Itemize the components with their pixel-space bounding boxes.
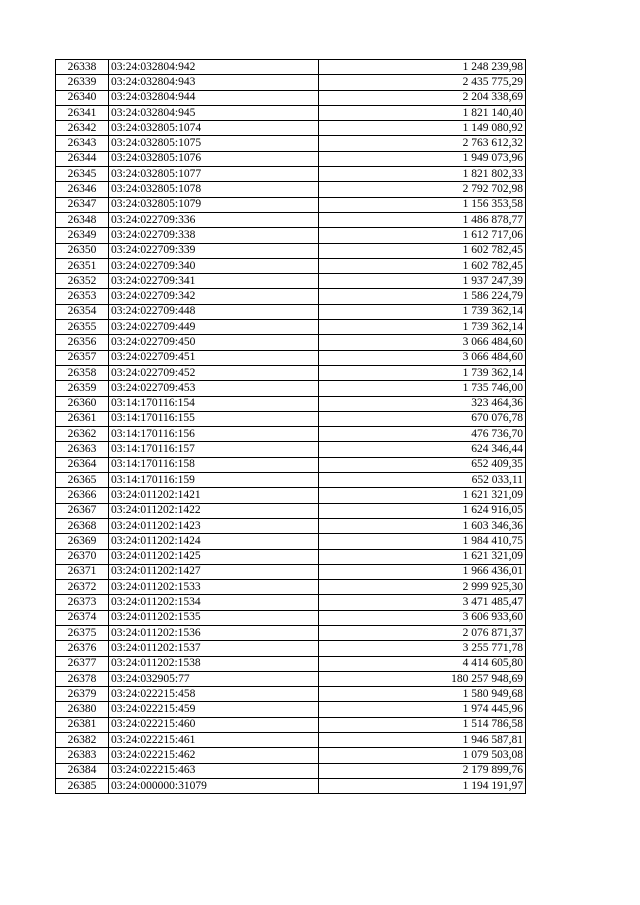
cadastral-number: 03:24:022709:342: [109, 289, 319, 304]
row-number: 26353: [56, 289, 109, 304]
table-row: [56, 473, 526, 488]
row-number: 26361: [56, 411, 109, 426]
cadastral-number: 03:24:032805:1079: [109, 197, 319, 212]
cadastral-value: 1 949 073,96: [319, 151, 526, 166]
table-row: [56, 687, 526, 702]
cadastral-number: 03:24:032804:943: [109, 75, 319, 90]
cadastral-number: 03:24:011202:1534: [109, 595, 319, 610]
cadastral-value: 1 739 362,14: [319, 365, 526, 380]
table-row: [56, 167, 526, 182]
cadastral-number: 03:24:000000:31079: [109, 778, 319, 793]
cadastral-number: 03:24:022215:460: [109, 717, 319, 732]
cadastral-number: 03:24:032805:1078: [109, 182, 319, 197]
table-row: [56, 442, 526, 457]
table-row: [56, 457, 526, 472]
row-number: 26377: [56, 656, 109, 671]
row-number: 26357: [56, 350, 109, 365]
cadastral-value: 1 984 410,75: [319, 534, 526, 549]
cadastral-value-table: [55, 59, 526, 794]
cadastral-number: 03:24:022709:451: [109, 350, 319, 365]
cadastral-value: 1 974 445,96: [319, 702, 526, 717]
cadastral-number: 03:14:170116:157: [109, 442, 319, 457]
row-number: 26352: [56, 274, 109, 289]
table-row: [56, 549, 526, 564]
row-number: 26345: [56, 167, 109, 182]
cadastral-value: 3 066 484,60: [319, 335, 526, 350]
cadastral-value: 2 204 338,69: [319, 90, 526, 105]
cadastral-value: 1 821 802,33: [319, 167, 526, 182]
table-row: [56, 90, 526, 105]
table-row: [56, 564, 526, 579]
cadastral-value: 1 821 140,40: [319, 105, 526, 120]
table-row: [56, 534, 526, 549]
cadastral-value: 1 739 362,14: [319, 320, 526, 335]
table-row: [56, 625, 526, 640]
row-number: 26378: [56, 671, 109, 686]
table-row: [56, 641, 526, 656]
table-row: [56, 733, 526, 748]
row-number: 26376: [56, 641, 109, 656]
table-row: [56, 151, 526, 166]
cadastral-number: 03:24:022215:463: [109, 763, 319, 778]
row-number: 26384: [56, 763, 109, 778]
row-number: 26341: [56, 105, 109, 120]
cadastral-value: 1 149 080,92: [319, 121, 526, 136]
row-number: 26374: [56, 610, 109, 625]
row-number: 26354: [56, 304, 109, 319]
cadastral-number: 03:14:170116:156: [109, 427, 319, 442]
row-number: 26385: [56, 778, 109, 793]
table-body: [56, 60, 526, 794]
row-number: 26383: [56, 748, 109, 763]
table-row: [56, 656, 526, 671]
table-row: [56, 778, 526, 793]
cadastral-value: 1 735 746,00: [319, 381, 526, 396]
row-number: 26367: [56, 503, 109, 518]
cadastral-number: 03:24:022709:339: [109, 243, 319, 258]
row-number: 26344: [56, 151, 109, 166]
cadastral-value: 1 603 346,36: [319, 518, 526, 533]
table-row: [56, 595, 526, 610]
table-row: [56, 304, 526, 319]
row-number: 26343: [56, 136, 109, 151]
cadastral-number: 03:24:011202:1533: [109, 580, 319, 595]
cadastral-value: 2 763 612,32: [319, 136, 526, 151]
cadastral-value: 323 464,36: [319, 396, 526, 411]
row-number: 26368: [56, 518, 109, 533]
cadastral-value: 1 248 239,98: [319, 60, 526, 75]
row-number: 26351: [56, 258, 109, 273]
cadastral-number: 03:24:011202:1538: [109, 656, 319, 671]
cadastral-number: 03:24:022709:341: [109, 274, 319, 289]
table-row: [56, 580, 526, 595]
table-row: [56, 763, 526, 778]
table-row: [56, 610, 526, 625]
table-row: [56, 136, 526, 151]
table-row: [56, 320, 526, 335]
cadastral-value: 3 606 933,60: [319, 610, 526, 625]
row-number: 26355: [56, 320, 109, 335]
cadastral-value: 1 514 786,58: [319, 717, 526, 732]
cadastral-value: 652 409,35: [319, 457, 526, 472]
cadastral-number: 03:24:022215:458: [109, 687, 319, 702]
row-number: 26366: [56, 488, 109, 503]
cadastral-number: 03:24:011202:1536: [109, 625, 319, 640]
table-row: [56, 702, 526, 717]
cadastral-value: 476 736,70: [319, 427, 526, 442]
cadastral-number: 03:24:032805:1074: [109, 121, 319, 136]
cadastral-value: 3 066 484,60: [319, 350, 526, 365]
cadastral-number: 03:24:011202:1427: [109, 564, 319, 579]
cadastral-number: 03:24:032805:1076: [109, 151, 319, 166]
table-row: [56, 411, 526, 426]
row-number: 26348: [56, 212, 109, 227]
cadastral-value: 3 255 771,78: [319, 641, 526, 656]
cadastral-value: 1 946 587,81: [319, 733, 526, 748]
cadastral-value: 1 586 224,79: [319, 289, 526, 304]
table-row: [56, 671, 526, 686]
table-row: [56, 748, 526, 763]
row-number: 26373: [56, 595, 109, 610]
table-row: [56, 717, 526, 732]
row-number: 26346: [56, 182, 109, 197]
row-number: 26338: [56, 60, 109, 75]
table-row: [56, 518, 526, 533]
cadastral-value: 2 435 775,29: [319, 75, 526, 90]
row-number: 26358: [56, 365, 109, 380]
table-row: [56, 197, 526, 212]
cadastral-number: 03:24:032804:945: [109, 105, 319, 120]
cadastral-number: 03:24:032804:944: [109, 90, 319, 105]
cadastral-number: 03:14:170116:158: [109, 457, 319, 472]
row-number: 26382: [56, 733, 109, 748]
row-number: 26369: [56, 534, 109, 549]
cadastral-value: 1 602 782,45: [319, 243, 526, 258]
cadastral-value: 670 076,78: [319, 411, 526, 426]
row-number: 26362: [56, 427, 109, 442]
cadastral-value: 1 156 353,58: [319, 197, 526, 212]
cadastral-value: 2 076 871,37: [319, 625, 526, 640]
cadastral-number: 03:24:022215:459: [109, 702, 319, 717]
table-row: [56, 381, 526, 396]
row-number: 26340: [56, 90, 109, 105]
cadastral-number: 03:24:011202:1422: [109, 503, 319, 518]
row-number: 26371: [56, 564, 109, 579]
cadastral-number: 03:24:022709:452: [109, 365, 319, 380]
row-number: 26342: [56, 121, 109, 136]
cadastral-value: 1 486 878,77: [319, 212, 526, 227]
cadastral-number: 03:24:022709:338: [109, 228, 319, 243]
table-row: [56, 243, 526, 258]
cadastral-value: 1 621 321,09: [319, 549, 526, 564]
row-number: 26370: [56, 549, 109, 564]
cadastral-number: 03:24:011202:1535: [109, 610, 319, 625]
cadastral-value: 1 624 916,05: [319, 503, 526, 518]
cadastral-value: 1 602 782,45: [319, 258, 526, 273]
cadastral-value: 2 792 702,98: [319, 182, 526, 197]
row-number: 26350: [56, 243, 109, 258]
cadastral-number: 03:14:170116:155: [109, 411, 319, 426]
row-number: 26347: [56, 197, 109, 212]
cadastral-value: 1 937 247,39: [319, 274, 526, 289]
row-number: 26372: [56, 580, 109, 595]
table-row: [56, 274, 526, 289]
cadastral-number: 03:14:170116:159: [109, 473, 319, 488]
cadastral-number: 03:24:032805:1077: [109, 167, 319, 182]
cadastral-value: 1 621 321,09: [319, 488, 526, 503]
table-row: [56, 289, 526, 304]
table-row: [56, 503, 526, 518]
cadastral-value: 624 346,44: [319, 442, 526, 457]
cadastral-number: 03:24:011202:1423: [109, 518, 319, 533]
cadastral-value: 3 471 485,47: [319, 595, 526, 610]
cadastral-number: 03:24:032805:1075: [109, 136, 319, 151]
table-row: [56, 427, 526, 442]
cadastral-value: 2 179 899,76: [319, 763, 526, 778]
row-number: 26363: [56, 442, 109, 457]
cadastral-number: 03:14:170116:154: [109, 396, 319, 411]
table-row: [56, 350, 526, 365]
cadastral-number: 03:24:022709:449: [109, 320, 319, 335]
cadastral-value: 1 580 949,68: [319, 687, 526, 702]
table-row: [56, 335, 526, 350]
cadastral-value: 1 079 503,08: [319, 748, 526, 763]
table-row: [56, 488, 526, 503]
cadastral-number: 03:24:022709:336: [109, 212, 319, 227]
row-number: 26379: [56, 687, 109, 702]
cadastral-value: 180 257 948,69: [319, 671, 526, 686]
cadastral-number: 03:24:032905:77: [109, 671, 319, 686]
cadastral-number: 03:24:022709:448: [109, 304, 319, 319]
row-number: 26364: [56, 457, 109, 472]
cadastral-value: 4 414 605,80: [319, 656, 526, 671]
table-row: [56, 75, 526, 90]
row-number: 26381: [56, 717, 109, 732]
cadastral-number: 03:24:022709:450: [109, 335, 319, 350]
table-row: [56, 365, 526, 380]
cadastral-number: 03:24:032804:942: [109, 60, 319, 75]
cadastral-number: 03:24:022215:461: [109, 733, 319, 748]
table-row: [56, 105, 526, 120]
cadastral-number: 03:24:011202:1537: [109, 641, 319, 656]
cadastral-number: 03:24:011202:1424: [109, 534, 319, 549]
cadastral-value: 1 194 191,97: [319, 778, 526, 793]
cadastral-value: 1 612 717,06: [319, 228, 526, 243]
table-row: [56, 258, 526, 273]
cadastral-value: 1 966 436,01: [319, 564, 526, 579]
row-number: 26356: [56, 335, 109, 350]
cadastral-number: 03:24:011202:1425: [109, 549, 319, 564]
row-number: 26339: [56, 75, 109, 90]
table-row: [56, 182, 526, 197]
row-number: 26365: [56, 473, 109, 488]
table-row: [56, 228, 526, 243]
cadastral-number: 03:24:011202:1421: [109, 488, 319, 503]
row-number: 26349: [56, 228, 109, 243]
cadastral-number: 03:24:022709:453: [109, 381, 319, 396]
row-number: 26360: [56, 396, 109, 411]
cadastral-value: 652 033,11: [319, 473, 526, 488]
row-number: 26375: [56, 625, 109, 640]
row-number: 26359: [56, 381, 109, 396]
table-row: [56, 60, 526, 75]
table-row: [56, 212, 526, 227]
cadastral-value: 2 999 925,30: [319, 580, 526, 595]
table-row: [56, 396, 526, 411]
cadastral-number: 03:24:022709:340: [109, 258, 319, 273]
cadastral-value: 1 739 362,14: [319, 304, 526, 319]
row-number: 26380: [56, 702, 109, 717]
cadastral-number: 03:24:022215:462: [109, 748, 319, 763]
table-row: [56, 121, 526, 136]
